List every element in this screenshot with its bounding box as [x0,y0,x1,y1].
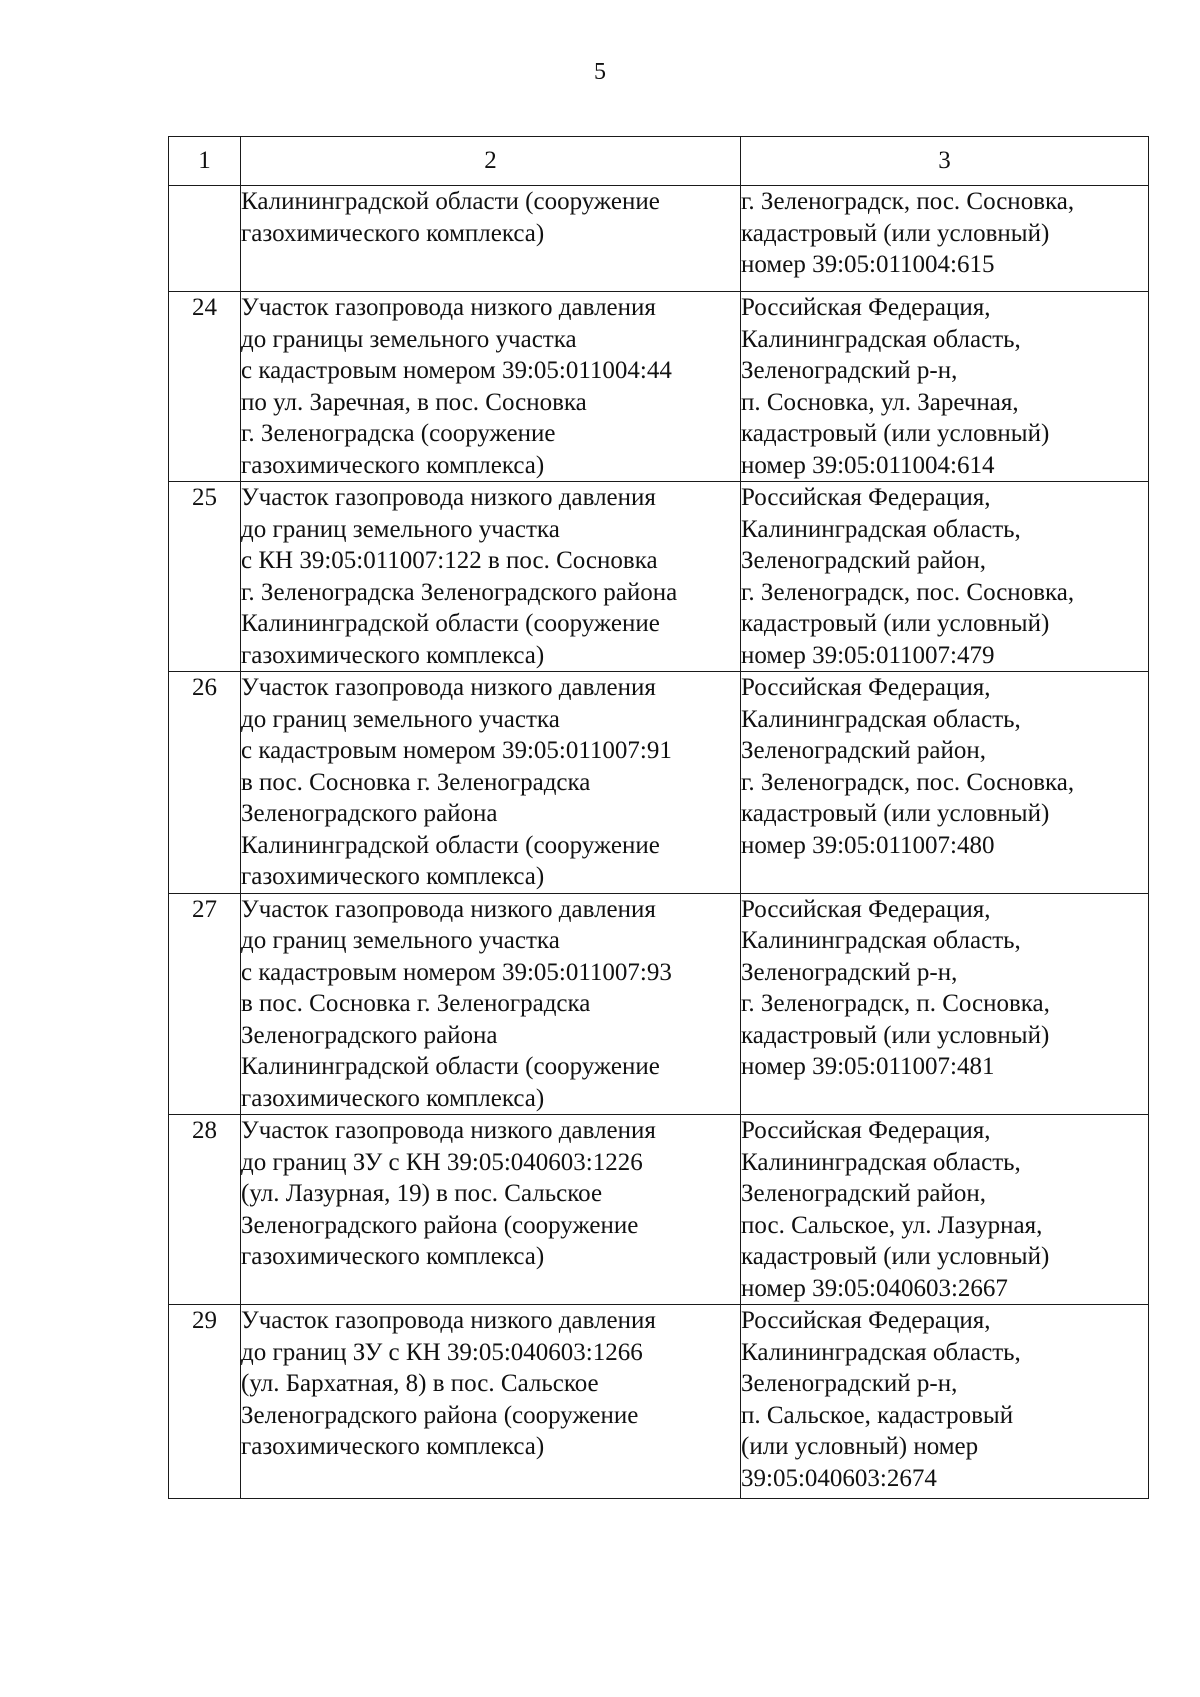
column-header-number: 1 [169,137,241,186]
object-address-line: (или условный) номер [741,1433,979,1460]
object-description [241,1305,741,1499]
row-number: 28 [169,1115,241,1305]
object-address-line: кадастровый (или условный) [741,610,1050,637]
object-address-line: Калининградская область, [741,515,1021,543]
object-address-line: кадастровый (или условный) [741,800,1050,827]
object-address-line: Калининградская область, [741,325,1021,353]
object-address [741,482,1149,672]
page-number: 5 [594,59,606,85]
object-address-line: пос. Сальское, ул. Лазурная, [741,1211,1043,1239]
object-description-line: с кадастровым номером 39:05:011004:44 [241,357,672,384]
object-description [241,893,741,1115]
object-address-line: Калининградская область, [741,1148,1021,1176]
column-header-description: 2 [241,137,741,186]
table-row [169,1305,1149,1499]
object-description-line: Зеленоградского района [241,1021,498,1049]
object-description-line: Калининградской области (сооружение [241,1053,660,1080]
object-description-line: газохимического комплекса) [241,219,545,247]
object-address-line: Российская Федерация, [741,484,991,511]
object-description-line: газохимического комплекса) [241,641,545,669]
object-description-line: до границ земельного участка [241,515,560,543]
object-description-line: газохимического комплекса) [241,1084,545,1112]
object-description-line: газохимического комплекса) [241,451,545,479]
object-address-line: Зеленоградский район, [741,1180,986,1207]
object-description-line: (ул. Бархатная, 8) в пос. Сальское [241,1370,599,1397]
object-address-line: кадастровый (или условный) [741,219,1050,247]
object-description-line: с кадастровым номером 39:05:011007:93 [241,958,672,986]
row-number: 26 [169,672,241,894]
object-description-line: Зеленоградского района [241,800,498,827]
object-description-line: Участок газопровода низкого давления [241,1307,656,1334]
object-description-line: в пос. Сосновка г. Зеленоградска [241,768,591,796]
column-header-address: 3 [741,137,1149,186]
object-address-line: Зеленоградский р-н, [741,958,958,986]
object-description-line: до границ земельного участка [241,927,560,954]
object-description-line: г. Зеленоградска (сооружение [241,420,556,447]
object-address-line: г. Зеленоградск, пос. Сосновка, [741,578,1075,606]
registry-table [168,136,1149,1499]
object-description [241,482,741,672]
table-row [169,292,1149,482]
object-address [741,1305,1149,1499]
object-address-line: Российская Федерация, [741,674,991,701]
object-address-line: г. Зеленоградск, п. Сосновка, [741,990,1050,1017]
object-description-line: Калининградской области (сооружение [241,188,660,215]
object-description-line: с кадастровым номером 39:05:011007:91 [241,737,672,764]
object-description [241,186,741,292]
object-description-line: в пос. Сосновка г. Зеленоградска [241,990,591,1017]
object-address-line: кадастровый (или условный) [741,420,1050,447]
object-description-line: Участок газопровода низкого давления [241,484,656,511]
object-description-line: по ул. Заречная, в пос. Сосновка [241,388,587,416]
object-address-line: номер 39:05:011007:480 [741,831,995,859]
object-description-line: (ул. Лазурная, 19) в пос. Сальское [241,1180,603,1207]
object-description-line: газохимического комплекса) [241,863,545,890]
object-description-line: с КН 39:05:011007:122 в пос. Сосновка [241,547,658,574]
object-address-line: Российская Федерация, [741,1117,991,1144]
object-address-line: Российская Федерация, [741,294,991,321]
object-address-line: Российская Федерация, [741,1307,991,1334]
object-address-line: Калининградская область, [741,705,1021,733]
object-address-line: номер 39:05:011004:615 [741,251,995,278]
object-address-line: номер 39:05:011007:479 [741,641,995,669]
object-address-line: п. Сальское, кадастровый [741,1401,1014,1429]
row-number: 25 [169,482,241,672]
table-row [169,893,1149,1115]
object-address-line: Зеленоградский район, [741,547,986,574]
object-address-line: Зеленоградский район, [741,737,986,764]
row-number [169,186,241,292]
object-address [741,292,1149,482]
object-address-line: кадастровый (или условный) [741,1021,1050,1049]
object-address-line: г. Зеленоградск, пос. Сосновка, [741,188,1075,215]
row-number: 29 [169,1305,241,1499]
object-description-line: Зеленоградского района (сооружение [241,1401,639,1429]
object-address-line: г. Зеленоградск, пос. Сосновка, [741,768,1075,796]
object-address-line: Зеленоградский р-н, [741,1370,958,1397]
object-address-line: кадастровый (или условный) [741,1243,1050,1270]
object-address-line: 39:05:040603:2674 [741,1464,937,1492]
object-description [241,1115,741,1305]
object-address-line: Зеленоградский р-н, [741,357,958,384]
object-address-line: Калининградская область, [741,1338,1021,1366]
row-number: 27 [169,893,241,1115]
object-description-line: до границ ЗУ с КН 39:05:040603:1226 [241,1148,643,1176]
object-description [241,672,741,894]
object-address-line: номер 39:05:040603:2667 [741,1274,1008,1302]
object-address-line: номер 39:05:011004:614 [741,451,995,479]
object-address [741,186,1149,292]
table-row [169,186,1149,292]
object-description-line: до границы земельного участка [241,325,577,353]
object-address-line: Калининградская область, [741,927,1021,954]
object-address [741,672,1149,894]
object-description [241,292,741,482]
table-row [169,482,1149,672]
object-description-line: Зеленоградского района (сооружение [241,1211,639,1239]
row-number: 24 [169,292,241,482]
object-description-line: до границ ЗУ с КН 39:05:040603:1266 [241,1338,643,1366]
object-description-line: г. Зеленоградска Зеленоградского района [241,578,678,606]
object-address-line: номер 39:05:011007:481 [741,1053,995,1080]
object-description-line: Участок газопровода низкого давления [241,895,656,923]
object-description-line: Калининградской области (сооружение [241,831,660,859]
object-description-line: до границ земельного участка [241,705,560,733]
object-description-line: Участок газопровода низкого давления [241,1117,656,1144]
object-description-line: Калининградской области (сооружение [241,610,660,637]
object-address-line: Российская Федерация, [741,895,991,923]
object-description-line: Участок газопровода низкого давления [241,294,656,321]
object-address-line: п. Сосновка, ул. Заречная, [741,388,1019,416]
object-description-line: газохимического комплекса) [241,1243,545,1270]
object-address [741,893,1149,1115]
object-description-line: газохимического комплекса) [241,1433,545,1460]
table-header-row [169,137,1149,186]
object-description-line: Участок газопровода низкого давления [241,674,656,701]
object-address [741,1115,1149,1305]
table-row [169,1115,1149,1305]
table-row [169,672,1149,894]
